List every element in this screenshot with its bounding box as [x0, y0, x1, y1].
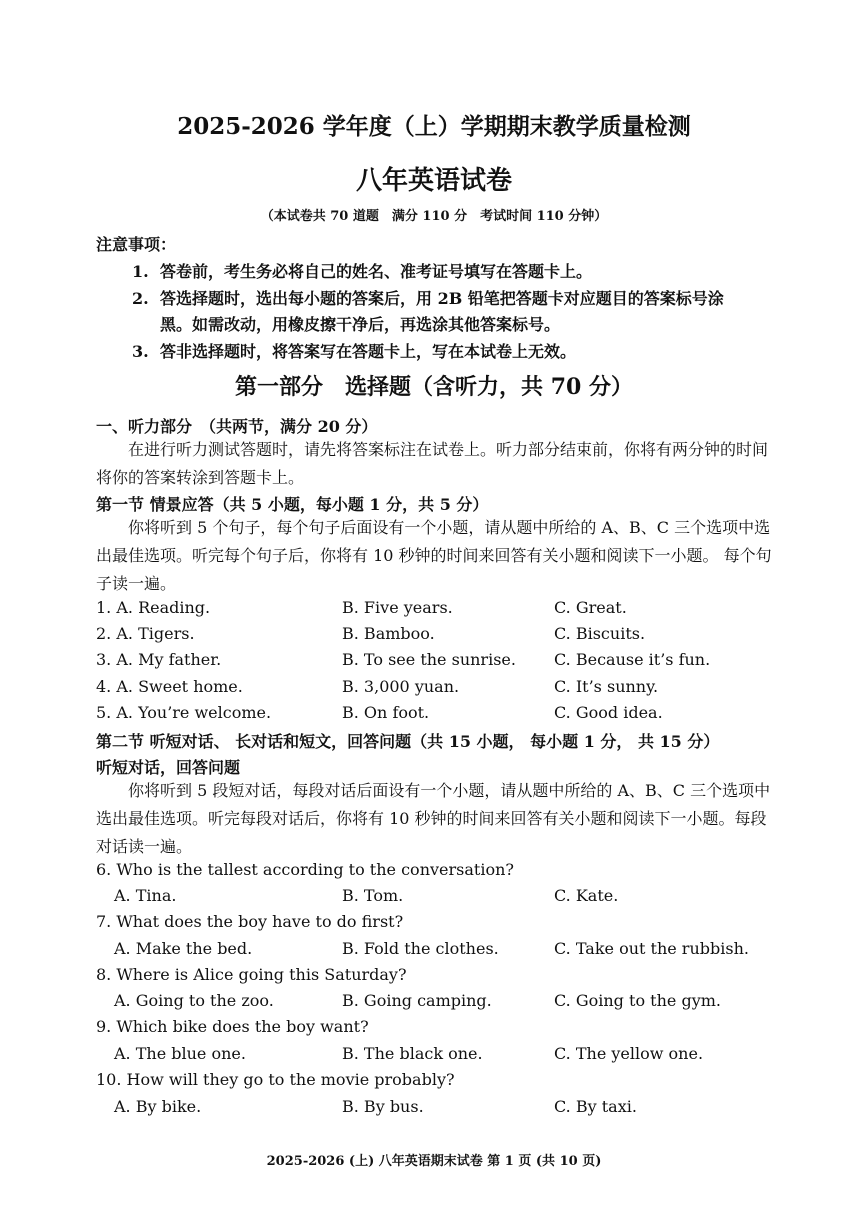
section2-intro: 你将听到 5 段短对话，每段对话后面设有一个小题，请从题中所给的 A、B、C 三个选项中选出最佳选项。听完每段对话后，你将有 10 秒钟的时间来回答有关小题和阅读下一小题。每段对话读一遍。 [96, 781, 771, 856]
question-row-4 [96, 677, 796, 703]
listening-intro: 在进行听力测试答题时，请先将答案标注在试卷上。听力部分结束前，你将有两分钟的时间将你的答案转涂到答题卡上。 [96, 440, 769, 487]
note-item-1 [132, 259, 592, 282]
option-a: A. Going to the zoo. [114, 991, 274, 1010]
notes-title: 注意事项： [96, 235, 177, 254]
option-b: B. Fold the clothes. [342, 939, 499, 958]
note-text: 答选择题时，选出每小题的答案后，用 2B 铅笔把答题卡对应题目的答案标号涂 [160, 289, 724, 308]
note-number: 2. [132, 289, 149, 308]
option-a: A. Tina. [114, 886, 177, 905]
section1-title: 第一节 情景应答（共 5 小题，每小题 1 分，共 5 分） [96, 495, 489, 514]
option-c: C. Going to the gym. [554, 991, 721, 1010]
option-c: C. Biscuits. [554, 624, 646, 643]
question-9-options [114, 1044, 814, 1070]
option-a: 2. A. Tigers. [96, 624, 195, 643]
question-7: 7. What does the boy have to do first? [96, 912, 404, 931]
exam-info: （本试卷共 70 道题 满分 110 分 考试时间 110 分钟） [260, 209, 608, 224]
question-row-2 [96, 624, 796, 650]
question-row-3 [96, 650, 796, 676]
option-a: 5. A. You’re welcome. [96, 703, 272, 722]
option-a: A. By bike. [114, 1097, 202, 1116]
question-8-options [114, 991, 814, 1017]
option-b: B. The black one. [342, 1044, 483, 1063]
option-a: A. Make the bed. [114, 939, 253, 958]
part1-title: 第一部分 选择题（含听力，共 70 分） [235, 374, 633, 400]
option-b: B. By bus. [342, 1097, 424, 1116]
question-6: 6. Who is the tallest according to the conversation? [96, 860, 514, 879]
page-footer: 2025-2026 (上) 八年英语期末试卷 第 1 页 (共 10 页) [266, 1154, 602, 1169]
question-9: 9. Which bike does the boy want? [96, 1017, 369, 1036]
option-b: B. Bamboo. [342, 624, 435, 643]
exam-subtitle: 八年英语试卷 [355, 166, 512, 196]
option-c: C. Take out the rubbish. [554, 939, 749, 958]
note-text: 答非选择题时，将答案写在答题卡上，写在本试卷上无效。 [160, 342, 577, 361]
option-c: C. Kate. [554, 886, 619, 905]
question-row-5 [96, 703, 796, 729]
note-item-2-cont: 黑。如需改动，用橡皮擦干净后，再选涂其他答案标号。 [160, 315, 561, 334]
option-c: C. By taxi. [554, 1097, 637, 1116]
option-a: 4. A. Sweet home. [96, 677, 243, 696]
option-b: B. Tom. [342, 886, 404, 905]
note-item-2 [132, 286, 724, 309]
option-c: C. Great. [554, 598, 627, 617]
option-c: C. Because it’s fun. [554, 650, 711, 669]
option-b: B. On foot. [342, 703, 430, 722]
note-number: 3. [132, 342, 149, 361]
question-6-options [114, 886, 814, 912]
option-b: B. Going camping. [342, 991, 492, 1010]
option-a: 1. A. Reading. [96, 598, 211, 617]
option-a: 3. A. My father. [96, 650, 222, 669]
question-10: 10. How will they go to the movie probably? [96, 1070, 455, 1089]
question-7-options [114, 939, 814, 965]
question-row-1 [96, 598, 796, 624]
option-b: B. To see the sunrise. [342, 650, 516, 669]
section2-subtitle: 听短对话，回答问题 [96, 758, 241, 777]
option-c: C. It’s sunny. [554, 677, 659, 696]
note-text: 答卷前，考生务必将自己的姓名、准考证号填写在答题卡上。 [160, 262, 593, 281]
exam-title: 2025-2026 学年度（上）学期期末教学质量检测 [177, 113, 691, 140]
note-number: 1. [132, 262, 149, 281]
question-8: 8. Where is Alice going this Saturday? [96, 965, 407, 984]
option-b: B. Five years. [342, 598, 453, 617]
option-b: B. 3,000 yuan. [342, 677, 460, 696]
option-a: A. The blue one. [114, 1044, 246, 1063]
note-item-3 [132, 339, 576, 362]
option-c: C. Good idea. [554, 703, 663, 722]
question-10-options [114, 1097, 814, 1123]
option-c: C. The yellow one. [554, 1044, 704, 1063]
listening-title: 一、听力部分 （共两节，满分 20 分） [96, 417, 378, 436]
section1-intro: 你将听到 5 个句子，每个句子后面设有一个小题，请从题中所给的 A、B、C 三个选项中选出最佳选项。听完每个句子后，你将有 10 秒钟的时间来回答有关小题和阅读下一小题。 每个句子读一遍。 [96, 518, 772, 593]
section2-title: 第二节 听短对话、 长对话和短文，回答问题（共 15 小题， 每小题 1 分， 共 15 分） [96, 732, 720, 751]
